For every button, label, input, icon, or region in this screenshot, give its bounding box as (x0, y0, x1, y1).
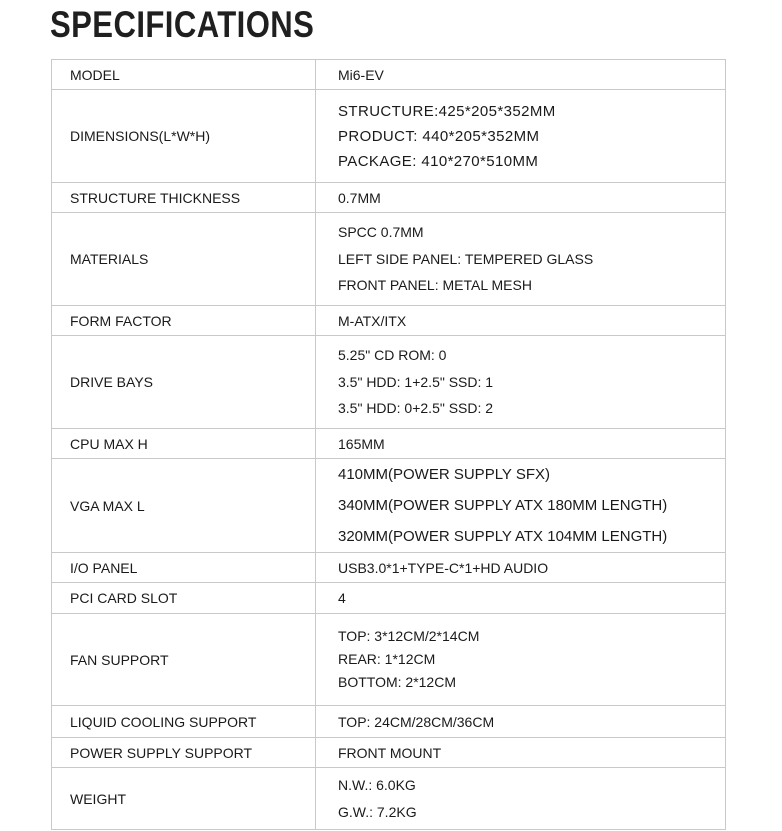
spec-label: POWER SUPPLY SUPPORT (52, 738, 316, 768)
spec-value (316, 614, 726, 706)
spec-value (316, 459, 726, 553)
spec-label: PCI CARD SLOT (52, 583, 316, 614)
spec-value (316, 60, 726, 90)
spec-label: DRIVE BAYS (52, 336, 316, 429)
spec-label: I/O PANEL (52, 553, 316, 583)
spec-value-line: REAR: 1*12CM (338, 651, 436, 667)
spec-label: MATERIALS (52, 213, 316, 306)
spec-label: WEIGHT (52, 768, 316, 830)
spec-value-line: 3.5" HDD: 1+2.5" SSD: 1 (338, 373, 494, 390)
spec-row (52, 183, 726, 213)
spec-row (52, 90, 726, 183)
spec-label: FAN SUPPORT (52, 614, 316, 706)
spec-label: VGA MAX L (52, 459, 316, 553)
specifications-table (51, 59, 726, 830)
spec-value-line: FRONT PANEL: METAL MESH (338, 277, 532, 294)
spec-value-line: PACKAGE: 410*270*510MM (338, 152, 539, 170)
spec-row (52, 738, 726, 768)
spec-value-line: FRONT MOUNT (338, 744, 442, 761)
spec-value-line: 5.25" CD ROM: 0 (338, 347, 447, 364)
spec-value (316, 768, 726, 830)
spec-value-line: 3.5" HDD: 0+2.5" SSD: 2 (338, 400, 494, 417)
spec-label: FORM FACTOR (52, 306, 316, 336)
spec-value-line: STRUCTURE:425*205*352MM (338, 102, 556, 120)
spec-value-line: LEFT SIDE PANEL: TEMPERED GLASS (338, 250, 594, 267)
spec-label: MODEL (52, 60, 316, 90)
spec-value-line: 340MM(POWER SUPPLY ATX 180MM LENGTH) (338, 497, 668, 514)
spec-value (316, 90, 726, 183)
spec-row (52, 213, 726, 306)
spec-row (52, 553, 726, 583)
spec-label: DIMENSIONS(L*W*H) (52, 90, 316, 183)
spec-value-line: 320MM(POWER SUPPLY ATX 104MM LENGTH) (338, 528, 668, 545)
spec-value (316, 306, 726, 336)
spec-value-line: N.W.: 6.0KG (338, 776, 416, 793)
spec-value-line: SPCC 0.7MM (338, 224, 424, 241)
spec-value-line: TOP: 24CM/28CM/36CM (338, 713, 495, 730)
spec-value-line: M-ATX/ITX (338, 312, 407, 329)
spec-value-line: 4 (338, 590, 346, 606)
spec-value (316, 429, 726, 459)
spec-value-line: BOTTOM: 2*12CM (338, 674, 456, 690)
spec-value-line: Mi6-EV (338, 66, 384, 83)
spec-value-line: TOP: 3*12CM/2*14CM (338, 628, 480, 644)
spec-value-line: 0.7MM (338, 189, 381, 206)
spec-value (316, 706, 726, 738)
spec-row (52, 306, 726, 336)
spec-row (52, 429, 726, 459)
spec-row (52, 583, 726, 614)
spec-row (52, 614, 726, 706)
spec-row (52, 459, 726, 553)
spec-value-line: 410MM(POWER SUPPLY SFX) (338, 466, 550, 483)
spec-value (316, 183, 726, 213)
spec-row (52, 60, 726, 90)
spec-value-line: USB3.0*1+TYPE-C*1+HD AUDIO (338, 559, 549, 576)
spec-label: CPU MAX H (52, 429, 316, 459)
spec-value (316, 583, 726, 614)
spec-value-line: G.W.: 7.2KG (338, 803, 417, 820)
spec-value-line: 165MM (338, 435, 385, 452)
spec-value (316, 336, 726, 429)
spec-row (52, 768, 726, 830)
spec-label: LIQUID COOLING SUPPORT (52, 706, 316, 738)
spec-value (316, 553, 726, 583)
spec-row (52, 336, 726, 429)
spec-label: STRUCTURE THICKNESS (52, 183, 316, 213)
spec-value (316, 738, 726, 768)
spec-value-line: PRODUCT: 440*205*352MM (338, 127, 540, 145)
spec-row (52, 706, 726, 738)
spec-value (316, 213, 726, 306)
page-title: SPECIFICATIONS (50, 4, 315, 45)
